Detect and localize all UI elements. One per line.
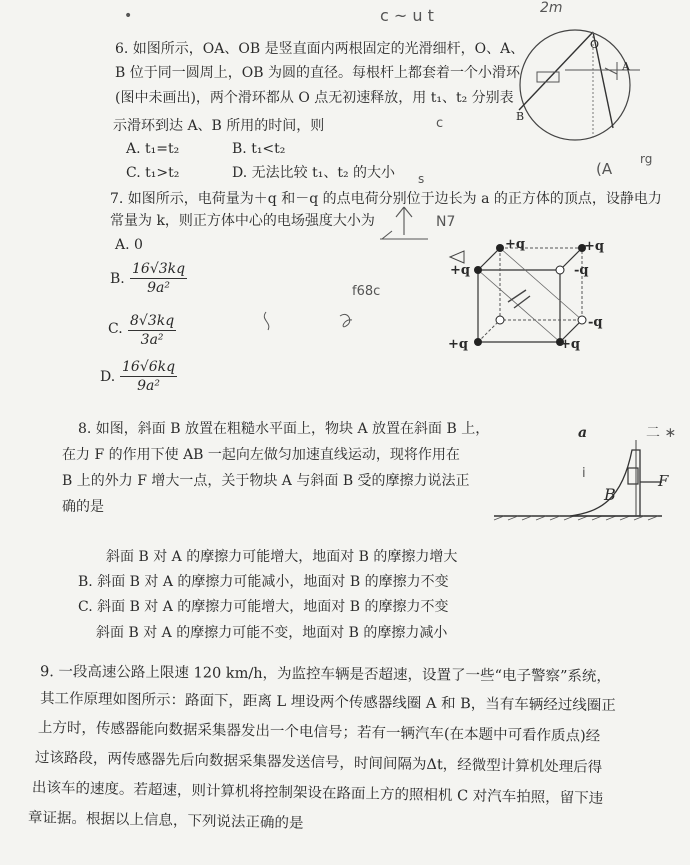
q8-option-a: 斜面 B 对 A 的摩擦力可能增大，地面对 B 的摩擦力增大 bbox=[106, 549, 458, 565]
q7-option-c-fraction bbox=[128, 312, 176, 349]
charge-dot bbox=[496, 316, 504, 324]
q7-option-c-label: C. bbox=[108, 321, 123, 337]
q9-line-3: 上方时，传感器能向数据采集器发出一个电信号；若有一辆汽车(在本题中可看作质点)经 bbox=[37, 720, 601, 745]
q9-line-2: 其工作原理如图所示：路面下，距离 L 埋设两个传感器线圈 A 和 B，当有车辆经过线圈正 bbox=[39, 691, 616, 715]
q9-line-1: 9. 一段高速公路上限速 120 km/h，为监控车辆是否超速，设置了一些“电子警察”系统， bbox=[39, 664, 611, 685]
q9-line-6: 章证据。根据以上信息，下列说法正确的是 bbox=[27, 810, 304, 832]
cube-label-5: +q bbox=[448, 337, 468, 352]
q6-fig-label-b: B bbox=[516, 110, 525, 123]
cube-label-1: +q bbox=[505, 237, 525, 252]
q7-option-a: A. 0 bbox=[115, 237, 143, 253]
q7-option-d-fraction bbox=[120, 358, 177, 395]
q6-rod-ob bbox=[519, 32, 593, 110]
q8-incline-b bbox=[570, 450, 640, 516]
q7-option-d-denominator: 9a² bbox=[137, 378, 160, 394]
charge-dot bbox=[496, 244, 504, 252]
q7-line-1: 7. 如图所示，电荷量为＋q 和－q 的点电荷分别位于边长为 a 的正方体的顶点，设静电力 bbox=[110, 191, 662, 207]
charge-dot bbox=[474, 338, 482, 346]
scribble-right-end: rg bbox=[640, 152, 653, 166]
cube-label-3: +q bbox=[450, 263, 470, 278]
q6-circle-figure bbox=[505, 30, 655, 145]
q6-option-c: C. t₁>t₂ bbox=[126, 165, 180, 181]
cube-label-6: +q bbox=[560, 337, 580, 352]
q6-option-b: B. t₁<t₂ bbox=[232, 141, 286, 157]
q6-line-4: 示滑环到达 A、B 所用的时间，则 bbox=[113, 118, 325, 134]
q6-line-2: B 位于同一圆周上，OB 为圆的直径。每根杆上都套着一个小滑环 bbox=[115, 65, 520, 81]
cube-label-4: -q bbox=[574, 263, 589, 278]
q7-line-2: 常量为 k，则正方体中心的电场强度大小为 bbox=[110, 213, 375, 229]
q6-scribble-arrow bbox=[605, 62, 617, 80]
q7-option-b-fraction bbox=[130, 260, 187, 297]
q7-option-c-numerator: 8√3kq bbox=[130, 313, 175, 329]
q6-option-a: A. t₁=t₂ bbox=[126, 141, 180, 157]
q8-fig-label-f: F bbox=[658, 472, 669, 490]
q8-line-3: B 上的外力 F 增大一点，关于物块 A 与斜面 B 受的摩擦力说法正 bbox=[62, 473, 470, 489]
charge-dot-negative bbox=[578, 316, 586, 324]
q7-option-b-numerator: 16√3kq bbox=[132, 261, 186, 277]
q6-fig-label-o: O bbox=[590, 38, 600, 51]
q6-scribble-box bbox=[537, 72, 559, 82]
q8-fig-label-b: B bbox=[604, 485, 616, 504]
scribble-right-q6: (A bbox=[596, 160, 613, 178]
charge-dot bbox=[474, 266, 482, 274]
scribble-top-right: 2m bbox=[540, 0, 563, 16]
scribble-top: c ~ u t bbox=[380, 6, 434, 25]
q8-line-4: 确的是 bbox=[62, 499, 104, 515]
scribble-i: i bbox=[582, 466, 586, 481]
cube-label-2: +q bbox=[584, 239, 604, 254]
q6-fig-label-a: A bbox=[622, 60, 630, 73]
scribble-dot: • bbox=[124, 8, 133, 24]
scribble-n7: N7 bbox=[436, 214, 456, 230]
scribble-c-q6: c bbox=[436, 116, 444, 131]
q7-scribble-arrows bbox=[378, 205, 438, 250]
scribble-s: s bbox=[418, 172, 425, 186]
q6-line-1: 6. 如图所示，OA、OB 是竖直面内两根固定的光滑细杆，O、A、 bbox=[115, 41, 525, 57]
q7-option-c-denominator: 3a² bbox=[140, 332, 164, 348]
q6-line-3: (图中未画出)，两个滑环都从 O 点无初速释放，用 t₁、t₂ 分别表 bbox=[115, 90, 514, 106]
q7-option-d-label: D. bbox=[100, 369, 116, 385]
q7-scribble-marks bbox=[260, 308, 380, 338]
q9-line-5: 出该车的速度。若超速，则计算机将控制架设在路面上方的照相机 C 对汽车拍照，留下违 bbox=[31, 780, 604, 807]
q8-option-b: B. 斜面 B 对 A 的摩擦力可能减小，地面对 B 的摩擦力不变 bbox=[78, 574, 449, 590]
scribble-q8-eq: 二 ∗ bbox=[646, 425, 677, 441]
q8-line-2: 在力 F 的作用下使 AB 一起向左做匀加速直线运动，现将作用在 bbox=[62, 447, 460, 463]
q7-option-d-numerator: 16√6kq bbox=[122, 359, 176, 375]
q8-line-1: 8. 如图，斜面 B 放置在粗糙水平面上，物块 A 放置在斜面 B 上， bbox=[78, 421, 490, 437]
q8-option-c: C. 斜面 B 对 A 的摩擦力可能增大，地面对 B 的摩擦力不变 bbox=[78, 599, 449, 615]
q9-line-4: 过该路段，两传感器先后向数据采集器发送信号，时间间隔为Δt，经微型计算机处理后得 bbox=[34, 750, 603, 776]
q7-option-b-denominator: 9a² bbox=[147, 280, 170, 296]
q7-cube-figure bbox=[468, 238, 598, 348]
q6-circle bbox=[520, 30, 630, 140]
scribble-f68c: f68c bbox=[352, 284, 381, 299]
cube-label-7: -q bbox=[588, 315, 603, 330]
q7-option-b-label: B. bbox=[110, 271, 125, 287]
q6-option-d: D. 无法比较 t₁、t₂ 的大小 bbox=[232, 165, 396, 181]
q8-option-d: 斜面 B 对 A 的摩擦力可能不变，地面对 B 的摩擦力减小 bbox=[96, 625, 448, 641]
q8-fig-label-a: a bbox=[578, 425, 588, 441]
charge-dot-negative bbox=[556, 266, 564, 274]
